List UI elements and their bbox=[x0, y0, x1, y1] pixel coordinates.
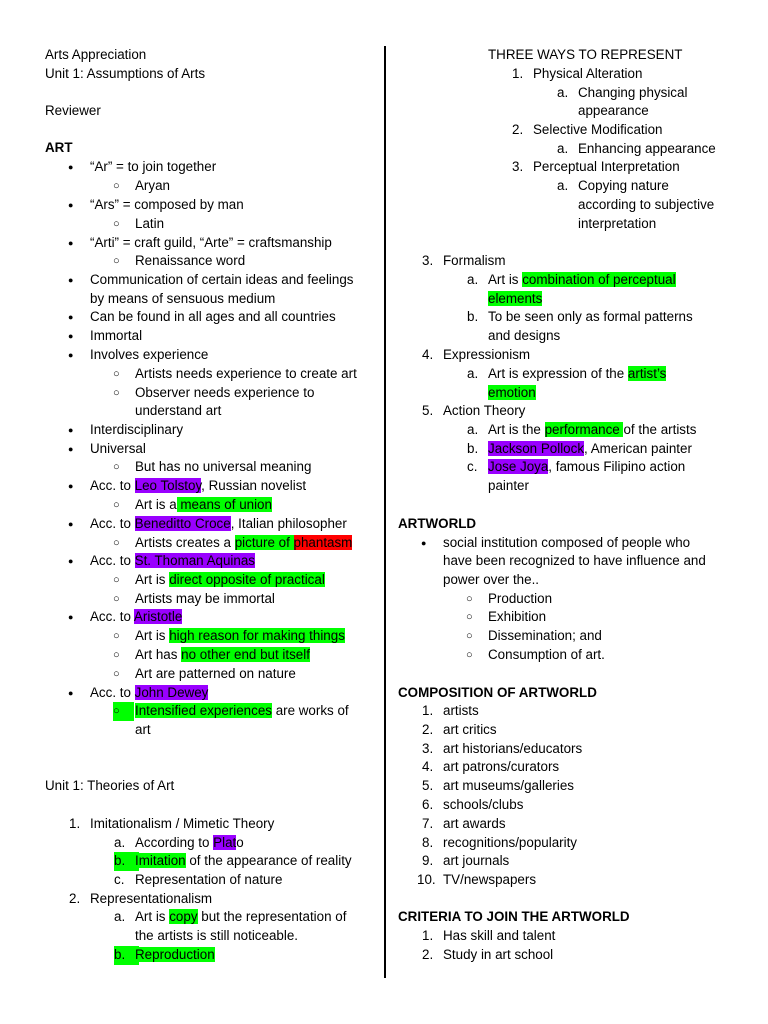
list-marker: 4. bbox=[422, 759, 434, 774]
list-marker: ○ bbox=[113, 593, 120, 605]
text-line bbox=[90, 890, 212, 909]
text-line bbox=[578, 102, 649, 121]
text-line bbox=[488, 327, 560, 346]
text-line bbox=[443, 871, 536, 890]
text-line bbox=[443, 402, 525, 421]
text-line bbox=[135, 646, 310, 665]
list-marker: ● bbox=[68, 200, 74, 210]
text-run: art critics bbox=[443, 722, 497, 737]
text-run: schools/clubs bbox=[443, 797, 524, 812]
text-line bbox=[443, 346, 530, 365]
text-run: But has no universal meaning bbox=[135, 459, 312, 474]
list-marker: b. bbox=[467, 441, 479, 456]
list-marker: a. bbox=[557, 178, 569, 193]
text-run: recognitions/popularity bbox=[443, 835, 577, 850]
list-marker: 3. bbox=[422, 253, 434, 268]
list-marker: 5. bbox=[422, 778, 434, 793]
text-run: Art is a bbox=[135, 497, 177, 512]
text-run: Art is bbox=[135, 909, 170, 924]
text-line bbox=[135, 702, 349, 721]
text-run: have been recognized to have influence and bbox=[443, 553, 706, 568]
text-run: art patrons/curators bbox=[443, 759, 560, 774]
column-divider bbox=[384, 46, 386, 978]
text-run: Interdisciplinary bbox=[90, 422, 184, 437]
list-marker: 6. bbox=[422, 797, 434, 812]
list-marker: ● bbox=[421, 538, 427, 548]
highlighted-text: performance bbox=[544, 422, 624, 437]
list-marker: a. bbox=[467, 366, 479, 381]
text-run: and designs bbox=[488, 328, 561, 343]
list-marker: ● bbox=[68, 444, 74, 454]
text-run: Study in art school bbox=[443, 947, 554, 962]
text-line bbox=[443, 946, 553, 965]
text-run: Unit 1: Assumptions of Arts bbox=[45, 66, 206, 81]
text-line bbox=[135, 496, 272, 515]
text-run: Art is expression of the bbox=[488, 366, 628, 381]
section-heading bbox=[398, 515, 476, 534]
list-marker: ○ bbox=[113, 702, 134, 721]
text-line bbox=[90, 421, 183, 440]
text-run: interpretation bbox=[578, 216, 657, 231]
text-line bbox=[135, 177, 170, 196]
text-run: appearance bbox=[578, 103, 649, 118]
text-line bbox=[488, 365, 666, 384]
text-line bbox=[443, 252, 506, 271]
text-run: Consumption of art. bbox=[488, 647, 605, 662]
text-run: Involves experience bbox=[90, 347, 209, 362]
highlighted-text: no other end but itself bbox=[181, 647, 310, 662]
text-line bbox=[135, 665, 296, 684]
text-run: , American painter bbox=[584, 441, 692, 456]
section-heading bbox=[398, 684, 597, 703]
text-line bbox=[90, 515, 347, 534]
text-run: , famous Filipino action bbox=[548, 459, 686, 474]
list-marker: ○ bbox=[113, 574, 120, 586]
text-run: Acc. to bbox=[90, 609, 134, 624]
text-line bbox=[443, 927, 555, 946]
text-line bbox=[135, 908, 346, 927]
text-run: power over the.. bbox=[443, 572, 540, 587]
text-run: Acc. to bbox=[90, 516, 135, 531]
list-marker: ○ bbox=[466, 630, 473, 642]
text-run: Exhibition bbox=[488, 609, 547, 624]
text-run: ARTWORLD bbox=[398, 516, 477, 531]
text-run: Art is bbox=[488, 272, 523, 287]
list-marker: 2. bbox=[69, 891, 81, 906]
highlighted-text: John Dewey bbox=[134, 685, 209, 700]
text-line bbox=[488, 646, 605, 665]
list-marker: 4. bbox=[422, 347, 434, 362]
text-run: Expressionism bbox=[443, 347, 531, 362]
text-line bbox=[578, 84, 687, 103]
text-run: of the artists bbox=[623, 422, 697, 437]
text-line bbox=[45, 46, 146, 65]
text-run: Changing physical bbox=[578, 85, 688, 100]
text-run: Art is bbox=[135, 628, 170, 643]
text-line bbox=[90, 158, 216, 177]
list-marker: ○ bbox=[113, 537, 120, 549]
list-marker: ○ bbox=[466, 611, 473, 623]
text-run: Physical Alteration bbox=[533, 66, 643, 81]
text-run: social institution composed of people who bbox=[443, 535, 691, 550]
highlighted-text: Jose Joya bbox=[488, 459, 549, 474]
text-run: the artists is still noticeable. bbox=[135, 928, 298, 943]
text-run: Observer needs experience to bbox=[135, 385, 315, 400]
text-line bbox=[533, 65, 642, 84]
text-line bbox=[578, 215, 656, 234]
text-line bbox=[135, 627, 345, 646]
list-marker: ○ bbox=[113, 630, 120, 642]
text-line bbox=[135, 871, 282, 890]
text-run: Communication of certain ideas and feelings bbox=[90, 272, 354, 287]
text-line bbox=[135, 252, 245, 271]
text-run: COMPOSITION OF ARTWORLD bbox=[398, 685, 597, 700]
text-run: art journals bbox=[443, 853, 510, 868]
list-marker: ● bbox=[68, 238, 74, 248]
text-line bbox=[488, 440, 692, 459]
text-run: are works of bbox=[271, 703, 349, 718]
text-line bbox=[135, 852, 352, 871]
text-line bbox=[443, 796, 523, 815]
list-marker: ○ bbox=[466, 649, 473, 661]
text-line bbox=[135, 534, 352, 553]
highlighted-text: Intensified experiences bbox=[135, 703, 272, 718]
text-run: Reviewer bbox=[45, 103, 101, 118]
text-run: Acc. to bbox=[90, 478, 135, 493]
text-run: o bbox=[236, 835, 244, 850]
text-run: Art has bbox=[135, 647, 182, 662]
list-marker: b. bbox=[467, 309, 479, 324]
list-marker: c. bbox=[114, 872, 125, 887]
list-marker: 10. bbox=[417, 872, 436, 887]
text-line bbox=[90, 440, 146, 459]
text-line bbox=[45, 65, 205, 84]
text-run: “Arti” = craft guild, “Arte” = craftsmanship bbox=[90, 235, 332, 250]
text-run: Can be found in all ages and all countries bbox=[90, 309, 336, 324]
list-marker: ● bbox=[68, 519, 74, 529]
text-run: “Ar” = to join together bbox=[90, 159, 217, 174]
text-line bbox=[90, 815, 274, 834]
text-line bbox=[443, 571, 539, 590]
highlighted-text: high reason for making things bbox=[169, 628, 345, 643]
text-run: but the representation of bbox=[197, 909, 347, 924]
text-run: Art are patterned on nature bbox=[135, 666, 296, 681]
list-marker: a. bbox=[114, 835, 126, 850]
list-marker: 5. bbox=[422, 403, 434, 418]
text-run: “Ars” = composed by man bbox=[90, 197, 244, 212]
text-line bbox=[135, 927, 298, 946]
section-heading bbox=[45, 139, 73, 158]
text-run: Aryan bbox=[135, 178, 170, 193]
text-line bbox=[90, 308, 336, 327]
text-run: Production bbox=[488, 591, 553, 606]
highlighted-text: elements bbox=[488, 291, 543, 306]
text-line bbox=[443, 852, 509, 871]
text-run: Selective Modification bbox=[533, 122, 663, 137]
text-run: Latin bbox=[135, 216, 165, 231]
text-line bbox=[578, 196, 714, 215]
text-line bbox=[135, 834, 244, 853]
highlighted-text: Reproduction bbox=[135, 947, 215, 962]
text-run: of the appearance of reality bbox=[185, 853, 352, 868]
text-run: art museums/galleries bbox=[443, 778, 574, 793]
text-line bbox=[443, 777, 574, 796]
list-marker: 1. bbox=[512, 66, 524, 81]
text-run: To be seen only as formal patterns bbox=[488, 309, 693, 324]
text-line bbox=[135, 215, 164, 234]
text-run: according to subjective bbox=[578, 197, 715, 212]
text-run: Art is bbox=[135, 572, 170, 587]
list-marker: ● bbox=[68, 425, 74, 435]
list-marker: ● bbox=[68, 688, 74, 698]
text-line bbox=[90, 234, 332, 253]
text-run: Acc. to bbox=[90, 553, 135, 568]
text-run: art historians/educators bbox=[443, 741, 583, 756]
list-marker: a. bbox=[557, 141, 569, 156]
text-line bbox=[533, 121, 663, 140]
text-line bbox=[443, 758, 559, 777]
text-run: understand art bbox=[135, 403, 222, 418]
list-marker: ○ bbox=[113, 387, 120, 399]
highlighted-text: artist’s bbox=[627, 366, 667, 381]
list-marker: ○ bbox=[113, 499, 120, 511]
text-line bbox=[90, 608, 182, 627]
text-run: art bbox=[135, 722, 151, 737]
text-line bbox=[488, 458, 685, 477]
text-run: Representation of nature bbox=[135, 872, 283, 887]
highlighted-text: Leo Tolstoy bbox=[134, 478, 202, 493]
highlighted-text: direct opposite of practical bbox=[169, 572, 325, 587]
highlighted-text: copy bbox=[169, 909, 198, 924]
list-marker: ● bbox=[68, 331, 74, 341]
text-run: , Italian philosopher bbox=[230, 516, 347, 531]
text-run: Action Theory bbox=[443, 403, 526, 418]
text-line bbox=[135, 458, 311, 477]
list-marker: 8. bbox=[422, 835, 434, 850]
list-marker: ● bbox=[68, 612, 74, 622]
highlighted-text: means of union bbox=[176, 497, 272, 512]
text-line bbox=[90, 552, 255, 571]
text-line bbox=[135, 721, 151, 740]
text-run: Dissemination; and bbox=[488, 628, 602, 643]
list-marker: a. bbox=[557, 85, 569, 100]
text-line bbox=[90, 684, 208, 703]
text-run: painter bbox=[488, 478, 529, 493]
text-line bbox=[90, 196, 244, 215]
text-run: ART bbox=[45, 140, 73, 155]
list-marker: ○ bbox=[113, 649, 120, 661]
text-run: Formalism bbox=[443, 253, 506, 268]
list-marker: b. bbox=[114, 852, 139, 871]
list-marker: ● bbox=[68, 481, 74, 491]
text-line bbox=[578, 140, 716, 159]
list-marker: ● bbox=[68, 312, 74, 322]
text-line bbox=[135, 384, 314, 403]
list-marker: c. bbox=[467, 459, 478, 474]
text-line bbox=[443, 702, 479, 721]
list-marker: 1. bbox=[422, 928, 434, 943]
list-marker: a. bbox=[467, 272, 479, 287]
text-run: Artists may be immortal bbox=[135, 591, 275, 606]
list-marker: 2. bbox=[512, 122, 524, 137]
highlighted-text: Plat bbox=[213, 835, 237, 850]
list-marker: ○ bbox=[113, 668, 120, 680]
list-marker: ● bbox=[68, 556, 74, 566]
highlighted-text: phantasm bbox=[293, 535, 353, 550]
text-line bbox=[443, 552, 706, 571]
text-run: Acc. to bbox=[90, 685, 135, 700]
list-marker: 2. bbox=[422, 722, 434, 737]
text-line bbox=[135, 946, 215, 965]
text-run: Has skill and talent bbox=[443, 928, 556, 943]
text-run: THREE WAYS TO REPRESENT bbox=[488, 47, 683, 62]
text-line bbox=[135, 365, 357, 384]
text-line bbox=[578, 177, 669, 196]
list-marker: 3. bbox=[422, 741, 434, 756]
text-run: , Russian novelist bbox=[201, 478, 307, 493]
text-line bbox=[443, 834, 577, 853]
section-heading bbox=[398, 908, 630, 927]
text-run: Artists creates a bbox=[135, 535, 235, 550]
text-line bbox=[488, 590, 552, 609]
text-line bbox=[90, 271, 354, 290]
text-run: Perceptual Interpretation bbox=[533, 159, 680, 174]
text-run: Arts Appreciation bbox=[45, 47, 147, 62]
highlighted-text: combination of perceptual bbox=[522, 272, 676, 287]
text-line bbox=[488, 608, 546, 627]
list-marker: ○ bbox=[113, 218, 120, 230]
highlighted-text: emotion bbox=[488, 385, 536, 400]
list-marker: ○ bbox=[466, 593, 473, 605]
text-line bbox=[488, 421, 696, 440]
text-line bbox=[443, 815, 506, 834]
text-line bbox=[488, 627, 602, 646]
text-run: Enhancing appearance bbox=[578, 141, 716, 156]
text-line bbox=[90, 346, 208, 365]
text-run: Artists needs experience to create art bbox=[135, 366, 357, 381]
highlighted-text: Jackson Pollock bbox=[488, 441, 585, 456]
text-line bbox=[90, 327, 142, 346]
text-line bbox=[45, 777, 174, 796]
list-marker: ● bbox=[68, 162, 74, 172]
text-run: According to bbox=[135, 835, 214, 850]
text-line bbox=[135, 402, 221, 421]
text-line bbox=[135, 571, 325, 590]
list-marker: 2. bbox=[422, 947, 434, 962]
text-run: TV/newspapers bbox=[443, 872, 537, 887]
list-marker: 7. bbox=[422, 816, 434, 831]
list-marker: ○ bbox=[113, 180, 120, 192]
highlighted-text: St. Thoman Aquinas bbox=[134, 553, 256, 568]
list-marker: ● bbox=[68, 350, 74, 360]
text-run: Renaissance word bbox=[135, 253, 246, 268]
list-marker: 9. bbox=[422, 853, 434, 868]
text-run: Universal bbox=[90, 441, 146, 456]
text-run: art awards bbox=[443, 816, 506, 831]
text-line bbox=[135, 590, 275, 609]
text-run: Imitationalism / Mimetic Theory bbox=[90, 816, 275, 831]
text-run: Art is the bbox=[488, 422, 545, 437]
list-marker: a. bbox=[114, 909, 126, 924]
text-run: CRITERIA TO JOIN THE ARTWORLD bbox=[398, 909, 630, 924]
text-line bbox=[90, 290, 275, 309]
list-marker: ● bbox=[68, 275, 74, 285]
text-run: Copying nature bbox=[578, 178, 669, 193]
text-line bbox=[90, 477, 306, 496]
text-run: by means of sensuous medium bbox=[90, 291, 276, 306]
text-line bbox=[488, 271, 676, 290]
text-line bbox=[533, 158, 680, 177]
list-marker: 3. bbox=[512, 159, 524, 174]
text-run: Representationalism bbox=[90, 891, 213, 906]
list-marker: a. bbox=[467, 422, 479, 437]
text-line bbox=[443, 740, 582, 759]
text-run: artists bbox=[443, 703, 479, 718]
list-marker: ○ bbox=[113, 368, 120, 380]
list-marker: b. bbox=[114, 946, 139, 965]
text-line bbox=[443, 721, 497, 740]
text-line bbox=[488, 384, 536, 403]
text-line bbox=[488, 477, 529, 496]
list-marker: ○ bbox=[113, 255, 120, 267]
list-marker: 1. bbox=[422, 703, 434, 718]
list-marker: 1. bbox=[69, 816, 81, 831]
highlighted-text: picture of bbox=[234, 535, 294, 550]
text-line bbox=[488, 46, 682, 65]
highlighted-text: Imitation bbox=[135, 853, 186, 868]
text-line bbox=[488, 290, 542, 309]
text-run: Unit 1: Theories of Art bbox=[45, 778, 175, 793]
text-run: Immortal bbox=[90, 328, 143, 343]
text-line bbox=[45, 102, 101, 121]
text-line bbox=[488, 308, 693, 327]
highlighted-text: Beneditto Croce bbox=[134, 516, 231, 531]
text-line bbox=[443, 534, 690, 553]
highlighted-text: Aristotle bbox=[133, 609, 183, 624]
list-marker: ○ bbox=[113, 461, 120, 473]
